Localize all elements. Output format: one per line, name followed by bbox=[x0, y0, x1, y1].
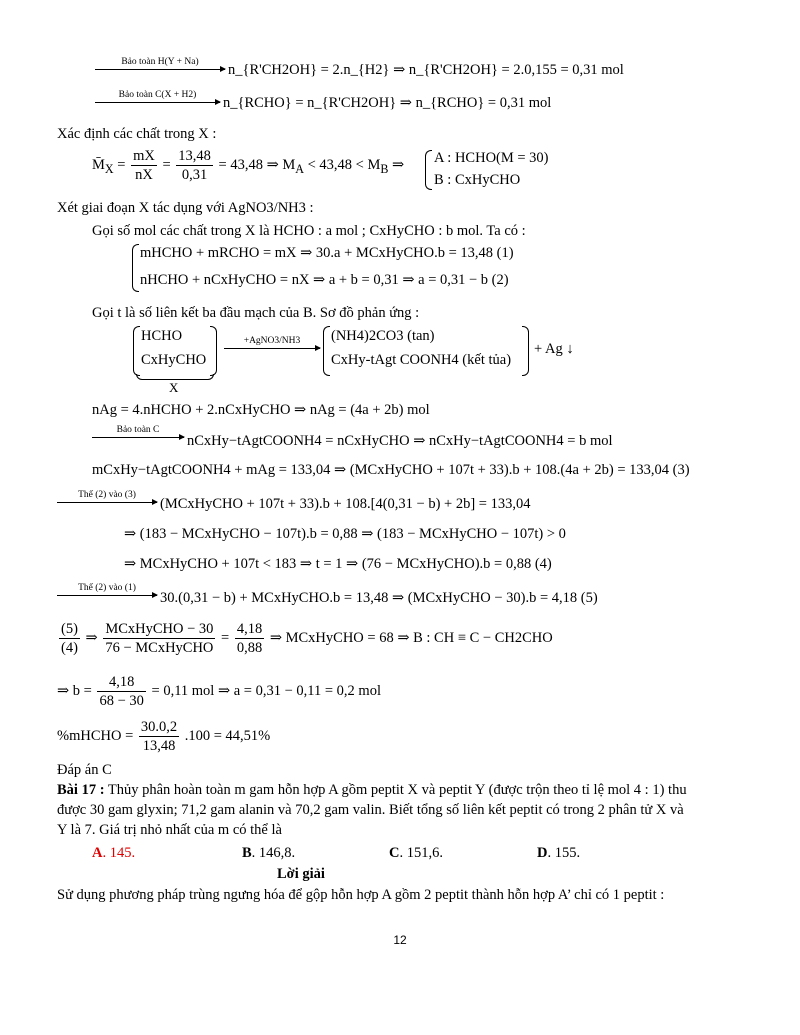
case-line: A : HCHO(M = 30) bbox=[434, 150, 549, 166]
left-brace bbox=[323, 326, 330, 376]
arrow-label: Thế (2) vào (1) bbox=[78, 583, 136, 593]
left-brace bbox=[132, 244, 139, 292]
ratio-equation: $\frac{(5)}{(4)}$ ⇒ $\frac{\text{MCxHyCHO − 30}}{\text{76 − MCxHyCHO}}$ = $\frac{4,18}{0,88}$ ⇒ MCxHyCHO = 68 ⇒ B : CH ≡ C − CH2CHO bbox=[61, 621, 553, 657]
underbrace-label: X bbox=[169, 380, 179, 395]
fraction: $\frac{mX}{nX}$ bbox=[133, 148, 155, 184]
arrow-label: Thế (2) vào (3) bbox=[78, 490, 136, 500]
equation-line: mHCHO + mRCHO = mX ⇒ 30.a + MCxHyCHO.b = 13,48 (1) bbox=[140, 245, 514, 261]
reactant: CxHyCHO bbox=[141, 352, 207, 368]
arrow-shaft bbox=[92, 437, 184, 438]
substitution-arrow bbox=[57, 584, 157, 596]
arrow-shaft bbox=[57, 595, 157, 596]
reactant: HCHO bbox=[141, 328, 183, 344]
product: (NH4)2CO3 (tan) bbox=[331, 328, 435, 344]
section-text: Xét giai đoạn X tác dụng với AgNO3/NH3 : bbox=[57, 200, 314, 216]
reaction-arrow-agno3 bbox=[224, 337, 320, 349]
fraction: $\frac{4,18}{0,88}$ bbox=[236, 621, 263, 657]
molar-mass-equation: $M̄_X$ = $\frac{mX}{nX}$ = $\frac{13,48}{0,31}$ = 43,48 ⇒ $M_A < 43,48 < M_B$ ⇒ bbox=[92, 148, 405, 184]
solution-heading: Lời giải bbox=[277, 866, 325, 882]
problem-statement: Bài 17 : Thủy phân hoàn toàn m gam hỗn hợp A gồm peptit X và peptit Y (được trộn theo tỉ lệ mol 4 : 1) thu bbox=[57, 782, 687, 798]
left-brace bbox=[133, 326, 140, 376]
option-d: D. 155. bbox=[537, 845, 581, 861]
reaction-arrow-c-balance-2 bbox=[92, 426, 184, 438]
problem-statement: Y là 7. Giá trị nhỏ nhất của m có thể là bbox=[57, 822, 282, 838]
substitution-arrow bbox=[57, 491, 157, 503]
equation-line: ⇒ MCxHyCHO + 107t < 183 ⇒ t = 1 ⇒ (76 − MCxHyCHO).b = 0,88 (4) bbox=[124, 556, 552, 572]
paragraph-text: Gọi số mol các chất trong X là HCHO : a mol ; CxHyCHO : b mol. Ta có : bbox=[92, 223, 526, 239]
paragraph-text: Sử dụng phương pháp trùng ngưng hóa để gộp hỗn hợp A gồm 2 peptit thành hỗn hợp A’ chỉ có 1 peptit : bbox=[57, 887, 665, 903]
equation-line: nHCHO + nCxHyCHO = nX ⇒ a + b = 0,31 ⇒ a = 0,31 − b (2) bbox=[140, 272, 509, 288]
right-brace bbox=[522, 326, 529, 376]
answer-text: Đáp án C bbox=[57, 762, 112, 778]
equation-line: n_{R'CH2OH} = 2.n_{H2} ⇒ n_{R'CH2OH} = 2.0,155 = 0,31 mol bbox=[228, 62, 624, 78]
equation-line: nAg = 4.nHCHO + 2.nCxHyCHO ⇒ nAg = (4a + 2b) mol bbox=[92, 402, 430, 418]
fraction: $\frac{(5)}{(4)}$ bbox=[61, 621, 78, 657]
product: CxHy-tAgt COONH4 (kết tủa) bbox=[331, 352, 512, 368]
reaction-arrow-c-balance bbox=[95, 91, 220, 103]
arrow-label: Bảo toàn C(X + H2) bbox=[118, 90, 197, 100]
fraction: $\frac{13,48}{0,31}$ bbox=[178, 148, 211, 184]
arrow-label: Bảo toàn C bbox=[116, 425, 160, 435]
problem-statement: được 30 gam glyxin; 71,2 gam alanin và 70,2 gam valin. Biết tổng số liên kết peptit có trong 2 phân tử X và bbox=[57, 802, 684, 818]
arrow-label: Bảo toàn H(Y + Na) bbox=[121, 57, 199, 67]
equation-line: n_{RCHO} = n_{R'CH2OH} ⇒ n_{RCHO} = 0,31 mol bbox=[223, 95, 552, 111]
reaction-arrow-h-balance bbox=[95, 58, 225, 70]
b-value-equation: ⇒ b = $\frac{4,18}{68 - 30}$ = 0,11 mol ⇒ a = 0,31 − 0,11 = 0,2 mol bbox=[57, 674, 381, 710]
option-c: C. 151,6. bbox=[389, 845, 443, 861]
page-number: 12 bbox=[393, 933, 407, 947]
fraction: $\frac{30.0,2}{13,48}$ bbox=[140, 719, 178, 755]
option-a: A. 145. bbox=[92, 845, 136, 861]
section-text: Xác định các chất trong X : bbox=[57, 126, 217, 142]
arrow-shaft bbox=[95, 69, 225, 70]
fraction: $\frac{4,18}{68 - 30}$ bbox=[99, 674, 144, 710]
arrow-label: +AgNO3/NH3 bbox=[243, 336, 301, 346]
equation-line: (MCxHyCHO + 107t + 33).b + 108.[4(0,31 − b) + 2b] = 133,04 bbox=[160, 496, 531, 512]
paragraph-text: Gọi t là số liên kết ba đầu mạch của B. Sơ đồ phản ứng : bbox=[92, 305, 420, 321]
equation-line: 30.(0,31 − b) + MCxHyCHO.b = 13,48 ⇒ (MCxHyCHO − 30).b = 4,18 (5) bbox=[160, 590, 598, 606]
arrow-shaft bbox=[224, 348, 320, 349]
equation-line: nCxHy−tAgtCOONH4 = nCxHyCHO ⇒ nCxHy−tAgtCOONH4 = b mol bbox=[187, 433, 613, 449]
fraction: $\frac{\text{MCxHyCHO − 30}}{\text{76 − MCxHyCHO}}$ bbox=[105, 621, 214, 657]
arrow-shaft bbox=[57, 502, 157, 503]
equation-line: ⇒ (183 − MCxHyCHO − 107t).b = 0,88 ⇒ (183 − MCxHyCHO − 107t) > 0 bbox=[124, 526, 566, 542]
left-brace bbox=[425, 150, 432, 190]
equation-line: mCxHy−tAgtCOONH4 + mAg = 133,04 ⇒ (MCxHyCHO + 107t + 33).b + 108.(4a + 2b) = 133,04 (3) bbox=[92, 462, 690, 478]
product-ag: + Ag ↓ bbox=[534, 341, 574, 357]
case-line: B : CxHyCHO bbox=[434, 172, 521, 188]
right-brace bbox=[210, 326, 217, 376]
arrow-shaft bbox=[95, 102, 220, 103]
problem-title: Bài 17 : bbox=[57, 782, 105, 798]
option-b: B. 146,8. bbox=[242, 845, 296, 861]
percent-equation: %mHCHO = $\frac{30.0,2}{13,48}$ .100 = 44,51% bbox=[57, 719, 271, 755]
